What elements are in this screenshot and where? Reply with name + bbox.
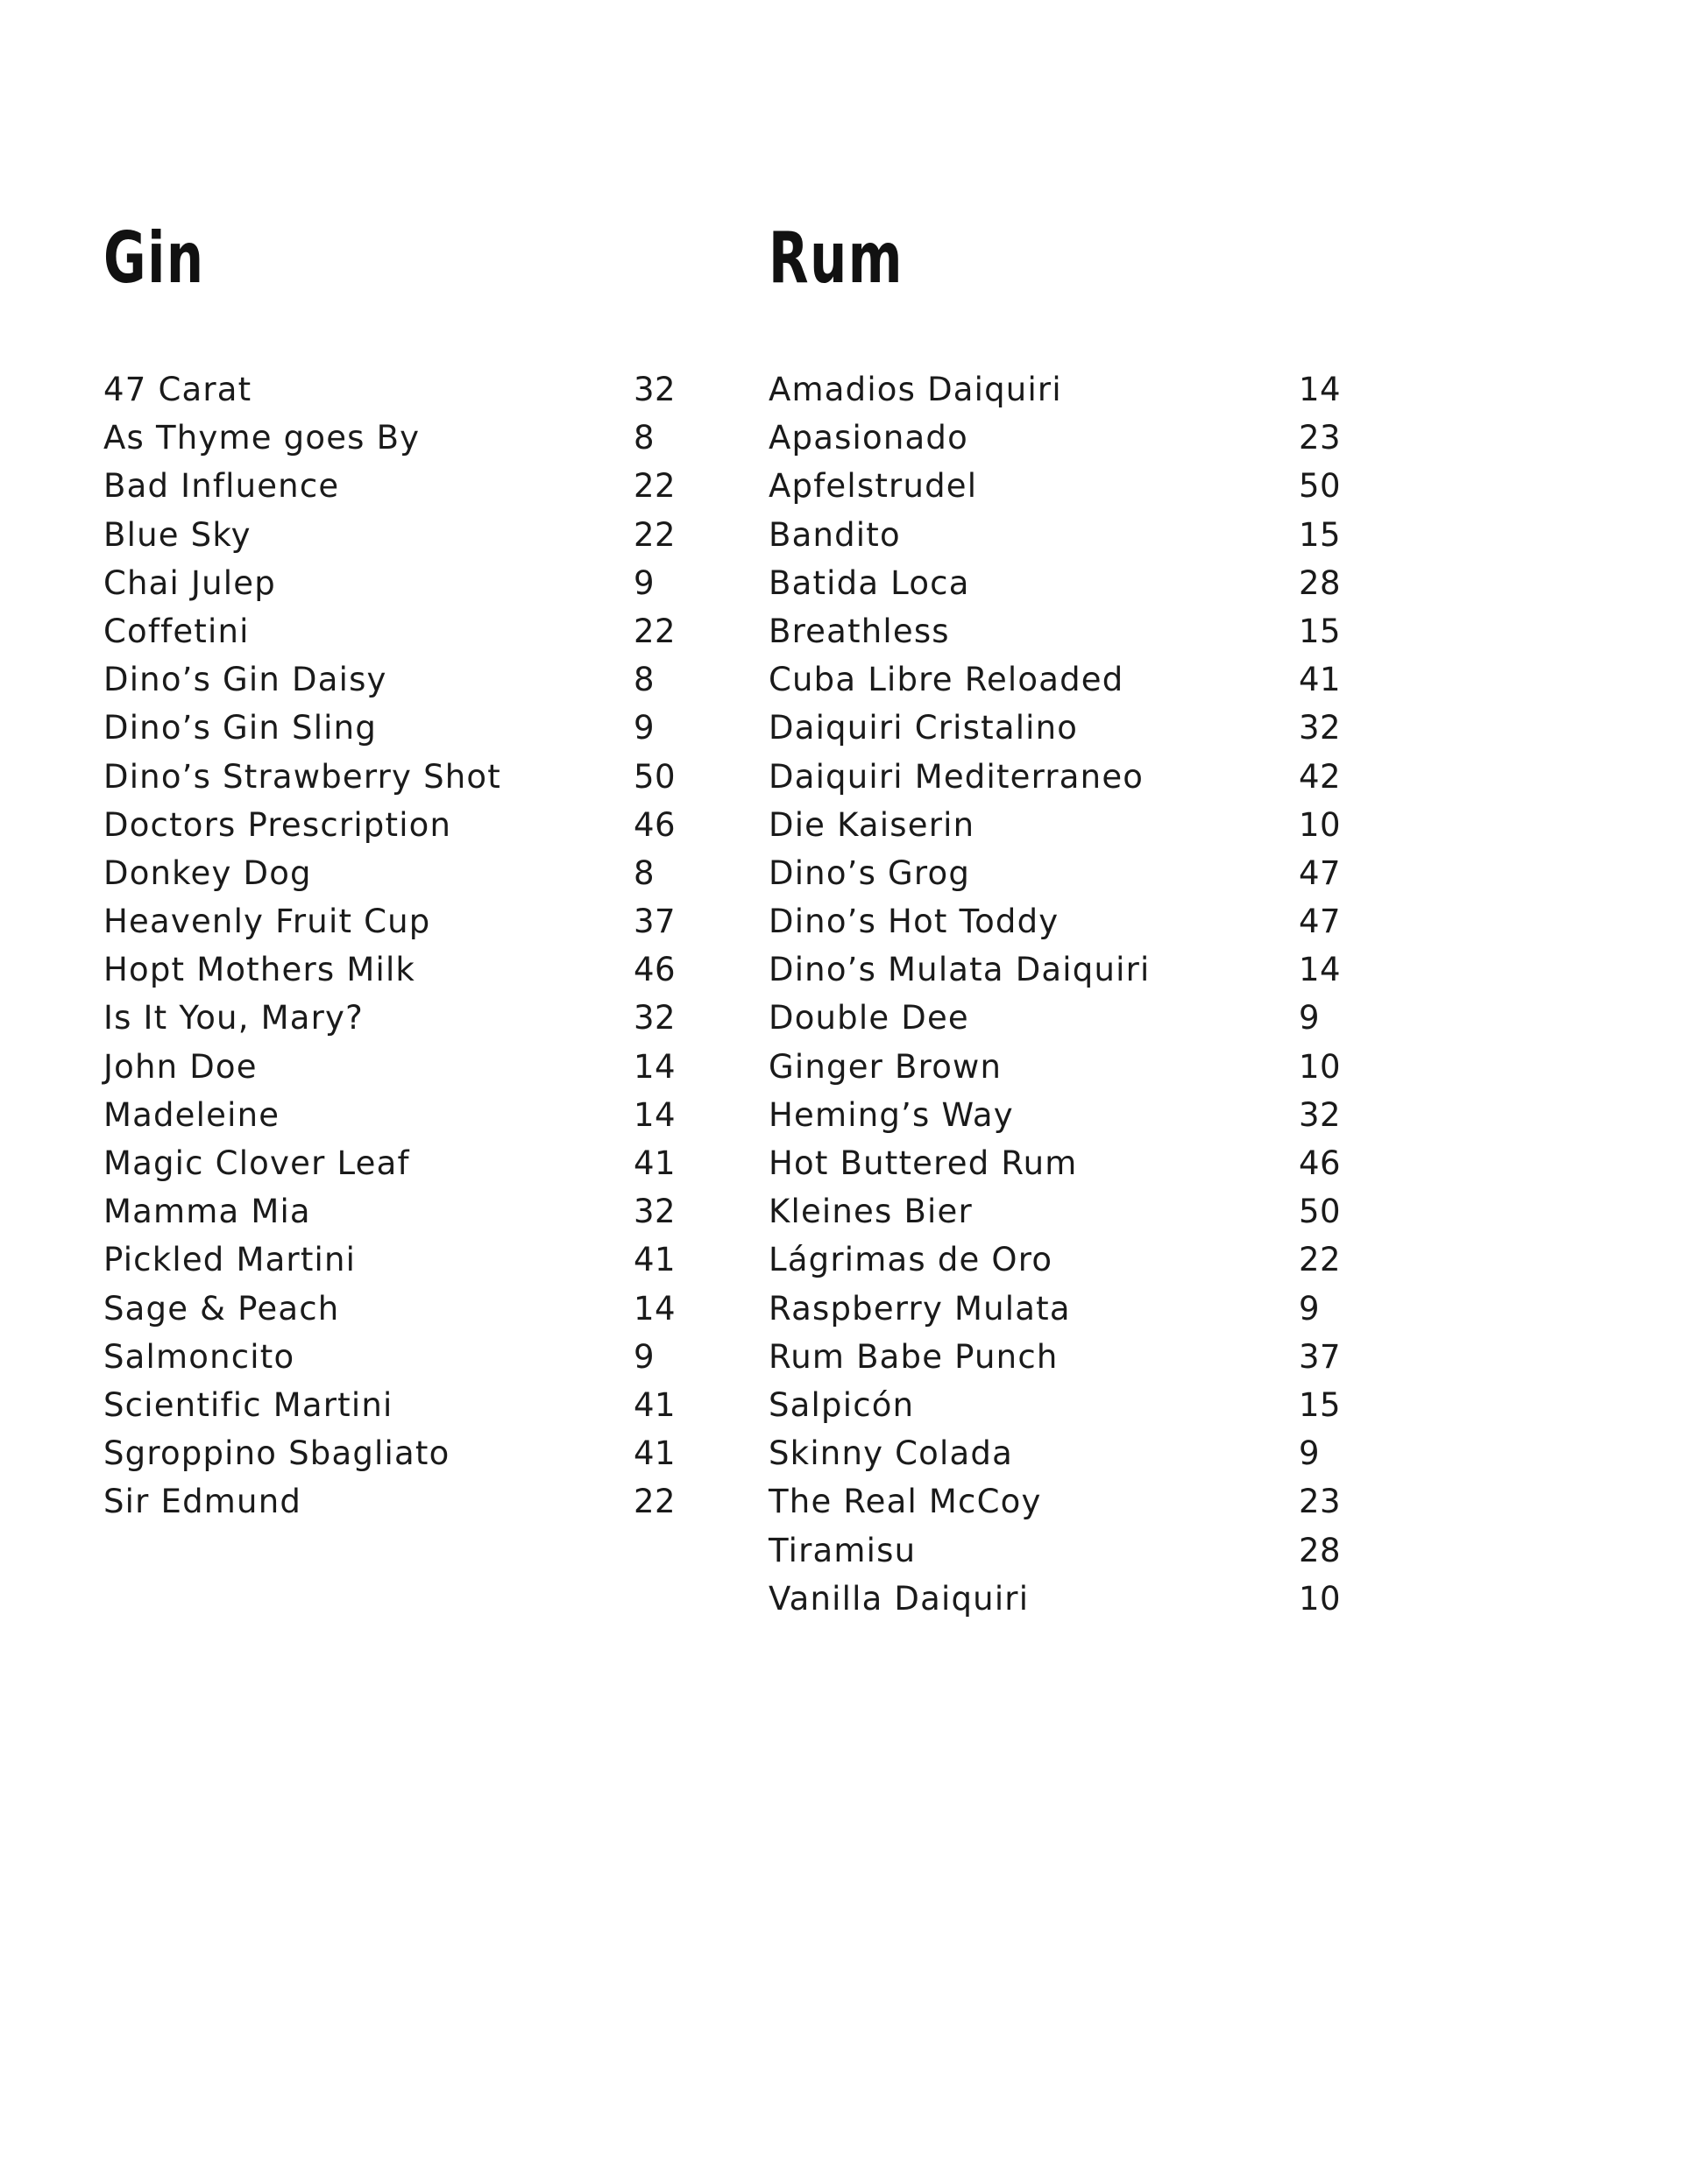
index-entry	[103, 1333, 673, 1381]
entry-page-number: 15	[1299, 515, 1342, 554]
entry-name: Coffetini	[103, 612, 250, 650]
index-entry	[103, 1285, 677, 1333]
entry-name: Apasionado	[769, 419, 968, 457]
rum-entry-list	[769, 365, 1342, 1623]
entry-name: The Real McCoy	[769, 1483, 1042, 1521]
entry-page-number: 42	[1299, 757, 1342, 796]
index-entry	[769, 1285, 1338, 1333]
index-entry	[769, 462, 1342, 510]
entry-page-number: 46	[1299, 1144, 1342, 1182]
entry-page-number: 50	[1299, 467, 1342, 506]
index-entry	[103, 655, 673, 704]
index-entry	[769, 511, 1342, 559]
index-entry	[769, 1043, 1342, 1091]
entry-page-number: 22	[634, 612, 677, 650]
entry-page-number: 50	[1299, 1193, 1342, 1231]
entry-name: Hopt Mothers Milk	[103, 951, 416, 989]
entry-page-number: 15	[1299, 612, 1342, 650]
entry-name: Bad Influence	[103, 467, 340, 506]
entry-name: Donkey Dog	[103, 853, 312, 892]
entry-name: Blue Sky	[103, 515, 252, 554]
entry-page-number: 32	[634, 1193, 677, 1231]
index-entry	[103, 365, 677, 414]
index-entry	[103, 704, 673, 752]
index-entry	[103, 1187, 677, 1236]
entry-page-number: 32	[634, 371, 677, 408]
index-entry	[103, 1477, 677, 1526]
entry-name: Rum Babe Punch	[769, 1337, 1059, 1376]
entry-name: Sage & Peach	[103, 1289, 340, 1328]
entry-page-number: 37	[634, 903, 677, 941]
index-entry	[769, 1477, 1342, 1526]
index-entry	[769, 1526, 1342, 1575]
gin-index-column	[103, 202, 677, 1526]
entry-page-number: 37	[1299, 1337, 1342, 1376]
entry-page-number: 22	[634, 1483, 677, 1521]
entry-page-number: 46	[634, 805, 677, 844]
index-entry	[103, 897, 677, 945]
entry-page-number: 32	[634, 999, 677, 1037]
entry-name: Dino’s Mulata Daiquiri	[769, 951, 1151, 989]
entry-name: Tiramisu	[769, 1531, 917, 1569]
index-entry	[103, 994, 677, 1042]
entry-page-number: 28	[1299, 1531, 1342, 1569]
entry-name: Dino’s Strawberry Shot	[103, 757, 501, 796]
index-entry	[103, 753, 677, 801]
entry-page-number: 23	[1299, 419, 1342, 457]
entry-name: 47 Carat	[103, 371, 252, 408]
index-entry	[769, 559, 1342, 607]
entry-page-number: 28	[1299, 563, 1342, 602]
entry-name: Amadios Daiquiri	[769, 371, 1062, 408]
entry-page-number: 32	[1299, 709, 1342, 747]
index-entry	[103, 462, 677, 510]
index-entry	[769, 1575, 1342, 1623]
index-entry	[103, 414, 673, 462]
entry-page-number: 41	[634, 1385, 677, 1424]
entry-name: Cuba Libre Reloaded	[769, 661, 1124, 699]
entry-page-number: 22	[1299, 1241, 1342, 1279]
gin-entry-list	[103, 365, 677, 1526]
entry-name: Sir Edmund	[103, 1483, 302, 1521]
entry-name: Die Kaiserin	[769, 805, 975, 844]
entry-name: Breathless	[769, 612, 950, 650]
entry-name: Heavenly Fruit Cup	[103, 903, 431, 941]
entry-name: John Doe	[103, 1047, 258, 1086]
entry-page-number: 9	[1299, 999, 1321, 1037]
entry-page-number: 9	[634, 709, 656, 747]
index-entry	[103, 801, 677, 849]
index-entry	[769, 1091, 1342, 1139]
entry-page-number: 14	[1299, 371, 1342, 408]
index-entry	[769, 1139, 1342, 1187]
entry-page-number: 14	[634, 1047, 677, 1086]
entry-page-number: 15	[1299, 1385, 1342, 1424]
section-title-gin: Gin	[103, 217, 205, 299]
entry-name: Ginger Brown	[769, 1047, 1003, 1086]
entry-page-number: 14	[1299, 951, 1342, 989]
index-entry	[769, 704, 1342, 752]
entry-page-number: 9	[1299, 1289, 1321, 1328]
entry-name: Lágrimas de Oro	[769, 1241, 1053, 1279]
entry-name: Salpicón	[769, 1385, 915, 1424]
entry-page-number: 14	[634, 1289, 677, 1328]
index-entry	[103, 511, 677, 559]
section-title-rum: Rum	[769, 217, 904, 299]
entry-page-number: 32	[1299, 1095, 1342, 1134]
entry-name: Daiquiri Cristalino	[769, 709, 1079, 747]
index-entry	[769, 607, 1342, 655]
entry-name: Dino’s Hot Toddy	[769, 903, 1060, 941]
index-entry	[769, 753, 1342, 801]
entry-name: Hot Buttered Rum	[769, 1144, 1078, 1182]
entry-page-number: 8	[634, 419, 656, 457]
index-entry	[103, 945, 677, 994]
entry-name: Madeleine	[103, 1095, 280, 1134]
entry-name: Dino’s Gin Daisy	[103, 661, 387, 699]
entry-page-number: 22	[634, 515, 677, 554]
entry-page-number: 46	[634, 951, 677, 989]
entry-page-number: 10	[1299, 1047, 1342, 1086]
index-entry	[769, 801, 1342, 849]
index-entry	[103, 1381, 677, 1429]
index-entry	[103, 1091, 677, 1139]
entry-name: Apfelstrudel	[769, 467, 978, 506]
index-entry	[769, 994, 1338, 1042]
index-entry	[769, 945, 1342, 994]
entry-page-number: 14	[634, 1095, 677, 1134]
entry-name: As Thyme goes By	[103, 419, 421, 457]
entry-name: Batida Loca	[769, 563, 970, 602]
entry-name: Doctors Prescription	[103, 805, 452, 844]
entry-name: Bandito	[769, 515, 901, 554]
entry-page-number: 8	[634, 661, 656, 699]
entry-name: Salmoncito	[103, 1337, 295, 1376]
index-entry	[103, 559, 673, 607]
index-entry	[769, 414, 1342, 462]
entry-page-number: 47	[1299, 853, 1342, 892]
index-entry	[769, 1429, 1338, 1477]
entry-name: Dino’s Grog	[769, 853, 971, 892]
index-entry	[769, 1333, 1342, 1381]
entry-page-number: 23	[1299, 1483, 1342, 1521]
entry-page-number: 41	[634, 1241, 677, 1279]
index-entry	[769, 1187, 1342, 1236]
entry-name: Scientific Martini	[103, 1385, 393, 1424]
entry-name: Dino’s Gin Sling	[103, 709, 378, 747]
index-entry	[769, 365, 1342, 414]
entry-page-number: 8	[634, 853, 656, 892]
index-entry	[769, 897, 1342, 945]
index-entry	[769, 849, 1342, 897]
index-entry	[103, 1236, 677, 1284]
entry-page-number: 9	[634, 563, 656, 602]
entry-name: Sgroppino Sbagliato	[103, 1434, 450, 1473]
entry-page-number: 41	[634, 1434, 677, 1473]
entry-name: Daiquiri Mediterraneo	[769, 757, 1145, 796]
entry-name: Magic Clover Leaf	[103, 1144, 410, 1182]
entry-name: Raspberry Mulata	[769, 1289, 1071, 1328]
entry-name: Chai Julep	[103, 563, 276, 602]
index-entry	[103, 1139, 677, 1187]
entry-name: Pickled Martini	[103, 1241, 357, 1279]
entry-page-number: 22	[634, 467, 677, 506]
entry-page-number: 47	[1299, 903, 1342, 941]
entry-page-number: 9	[1299, 1434, 1321, 1473]
entry-page-number: 9	[634, 1337, 656, 1376]
index-entry	[103, 1043, 677, 1091]
entry-name: Mamma Mia	[103, 1193, 311, 1231]
index-entry	[769, 1236, 1342, 1284]
entry-page-number: 10	[1299, 1579, 1342, 1618]
index-entry	[103, 849, 673, 897]
index-entry	[769, 1381, 1342, 1429]
entry-name: Skinny Colada	[769, 1434, 1013, 1473]
entry-page-number: 41	[634, 1144, 677, 1182]
entry-name: Double Dee	[769, 999, 969, 1037]
entry-name: Kleines Bier	[769, 1193, 973, 1231]
entry-name: Vanilla Daiquiri	[769, 1579, 1030, 1618]
index-entry	[769, 655, 1342, 704]
entry-name: Is It You, Mary?	[103, 999, 364, 1037]
entry-name: Heming’s Way	[769, 1095, 1014, 1134]
index-entry	[103, 1429, 677, 1477]
entry-page-number: 10	[1299, 805, 1342, 844]
entry-page-number: 50	[634, 757, 677, 796]
entry-page-number: 41	[1299, 661, 1342, 699]
index-entry	[103, 607, 677, 655]
rum-index-column	[769, 202, 1342, 1623]
